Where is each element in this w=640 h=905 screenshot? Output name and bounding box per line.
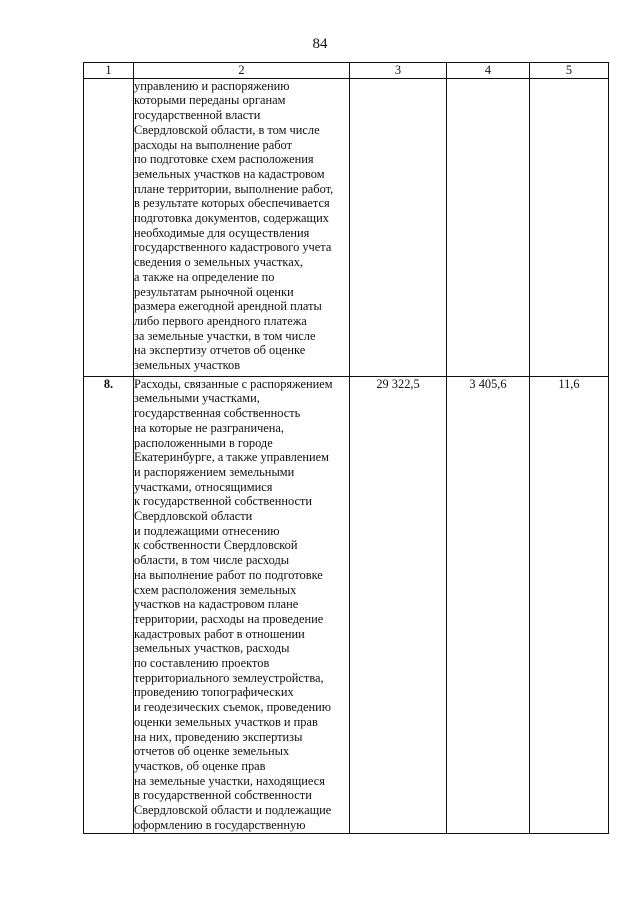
description-line: оформлению в государственную	[134, 817, 306, 832]
description-line: и геодезических съемок, проведению	[134, 700, 332, 715]
description-line: государственная собственность	[134, 406, 301, 421]
description-line: и распоряжением земельными	[134, 464, 295, 479]
description-line: размера ежегодной арендной платы	[134, 299, 322, 314]
description-line: на выполнение работ по подготовке	[134, 567, 323, 582]
row-value-col3: 29 322,5	[350, 376, 447, 833]
description-line: Свердловской области, в том числе	[134, 122, 320, 137]
description-line: на земельные участки, находящиеся	[134, 773, 325, 788]
description-line: Расходы, связанные с распоряжением	[134, 376, 333, 391]
description-line: отчетов об оценке земельных	[134, 744, 290, 759]
description-line: результатам рыночной оценки	[134, 284, 294, 299]
description-line: схем расположения земельных	[134, 582, 297, 597]
header-col-5: 5	[530, 63, 609, 79]
description-line: области, в том числе расходы	[134, 553, 290, 568]
header-col-1: 1	[84, 63, 134, 79]
description-line: земельных участков	[134, 358, 241, 373]
description-line: участков, об оценке прав	[134, 758, 266, 773]
description-line: территории, расходы на проведение	[134, 611, 324, 626]
budget-table	[83, 62, 609, 834]
description-line: расположенными в городе	[134, 435, 273, 450]
description-line: плане территории, выполнение работ,	[134, 181, 334, 196]
description-line: за земельные участки, в том числе	[134, 328, 316, 343]
description-line: на экспертизу отчетов об оценке	[134, 343, 306, 358]
description-line: территориального землеустройства,	[134, 670, 324, 685]
table-header-row	[84, 63, 609, 79]
description-line: по подготовке схем расположения	[134, 152, 314, 167]
description-line: государственной власти	[134, 108, 261, 123]
header-col-3: 3	[350, 63, 447, 79]
header-col-4: 4	[447, 63, 530, 79]
description-line: сведения о земельных участках,	[134, 255, 304, 270]
description-line: к собственности Свердловской	[134, 538, 298, 553]
description-line: необходимые для осуществления	[134, 225, 310, 240]
description-line: которыми переданы органам	[134, 93, 286, 108]
description-line: по составлению проектов	[134, 656, 270, 671]
row-value-col3	[350, 78, 447, 376]
table-row-continued	[84, 78, 609, 376]
description-line: Свердловской области и подлежащие	[134, 803, 332, 818]
row-value-col5: 11,6	[530, 376, 609, 833]
description-line: в результате которых обеспечивается	[134, 196, 330, 211]
description-line: к государственной собственности	[134, 494, 313, 509]
description-line: земельными участками,	[134, 391, 260, 406]
row-description	[134, 78, 350, 376]
description-line: на них, проведению экспертизы	[134, 729, 303, 744]
row-value-col4: 3 405,6	[447, 376, 530, 833]
description-line: на которые не разграничена,	[134, 420, 285, 435]
row-value-col5	[530, 78, 609, 376]
description-line: земельных участков на кадастровом	[134, 166, 325, 181]
description-line: подготовка документов, содержащих	[134, 211, 329, 226]
description-line: земельных участков, расходы	[134, 641, 290, 656]
row-number	[84, 78, 134, 376]
description-line: участков на кадастровом плане	[134, 597, 299, 612]
header-col-2: 2	[134, 63, 350, 79]
row-number: 8.	[84, 376, 134, 833]
description-line: а также на определение по	[134, 269, 275, 284]
description-line: и подлежащими отнесению	[134, 523, 280, 538]
description-line: государственного кадастрового учета	[134, 240, 332, 255]
row-value-col4	[447, 78, 530, 376]
description-line: расходы на выполнение работ	[134, 137, 293, 152]
row-description	[134, 376, 350, 833]
description-line: оценки земельных участков и прав	[134, 714, 318, 729]
description-line: в государственной собственности	[134, 788, 312, 803]
description-line: управлению и распоряжению	[134, 78, 290, 93]
table-row-8	[84, 376, 609, 833]
description-line: проведению топографических	[134, 685, 294, 700]
description-line: либо первого арендного платежа	[134, 313, 307, 328]
description-line: кадастровых работ в отношении	[134, 626, 305, 641]
page-number: 84	[312, 36, 328, 52]
description-line: Екатеринбурге, а также управлением	[134, 450, 329, 465]
description-line: Свердловской области	[134, 509, 253, 524]
description-line: участками, относящимися	[134, 479, 273, 494]
